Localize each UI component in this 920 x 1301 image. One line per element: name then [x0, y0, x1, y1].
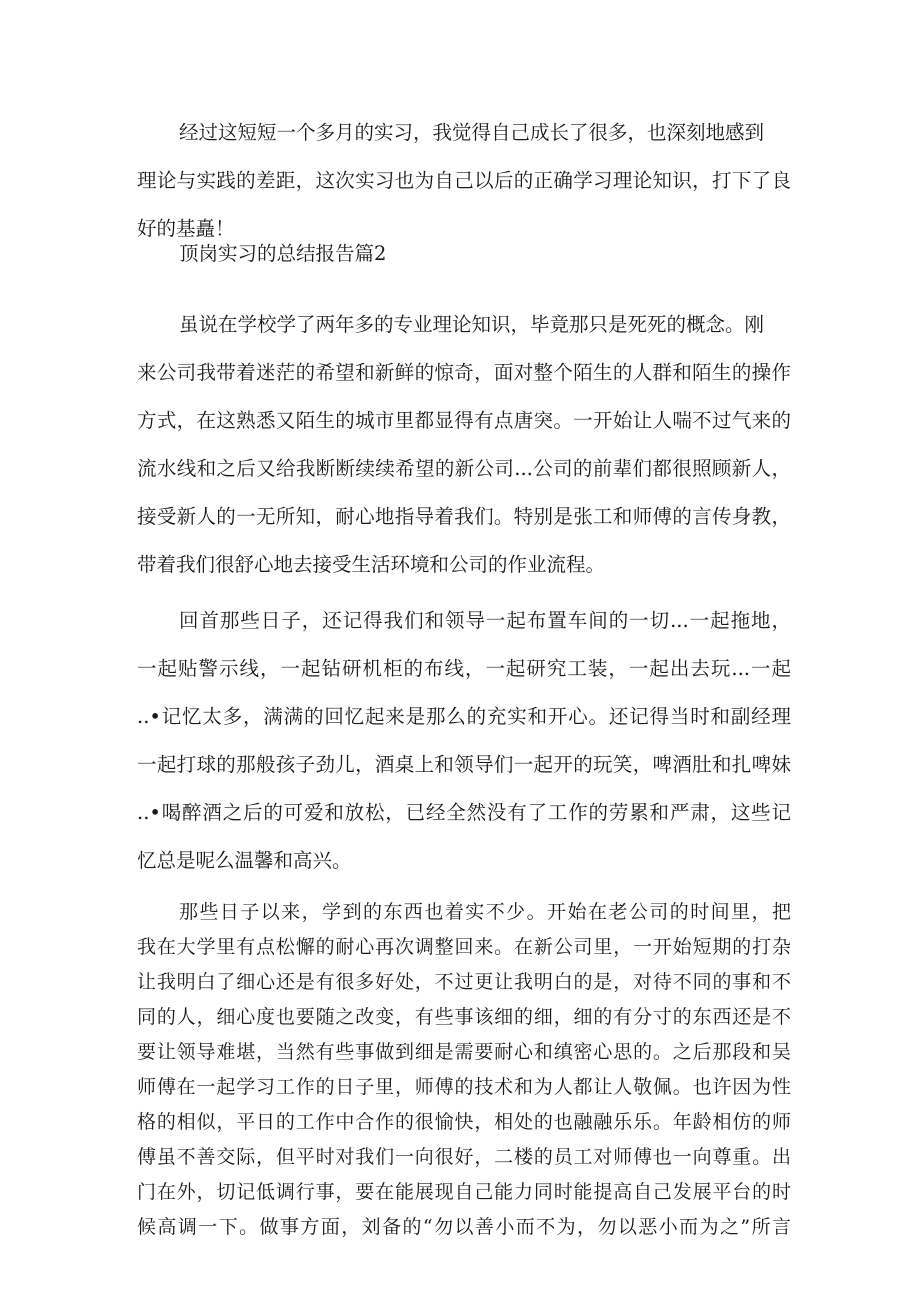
text-line: 候高调一下。做事方面，刘备的“勿以善小而不为，勿以恶小而为之”所言 [137, 1216, 791, 1238]
text-line: 师傅在一起学习工作的日子里，师傅的技术和为人都让人敬佩。也许因为性 [137, 1076, 791, 1098]
text-line: 回首那些日子，还记得我们和领导一起布置车间的一切...一起拖地， [179, 609, 791, 632]
text-line: 那些日子以来，学到的东西也着实不少。开始在老公司的时间里，把 [179, 901, 791, 923]
text-line: 格的相似，平日的工作中合作的很愉快，相处的也融融乐乐。年龄相仿的师 [137, 1111, 791, 1133]
text-line: 好的基矗！ [137, 217, 235, 240]
text-line: ..•喝醉酒之后的可爱和放松，已经全然没有了工作的劳累和严肃，这些记 [137, 801, 791, 824]
text-line: 同的人，细心度也要随之改变，有些事该细的细，细的有分寸的东西还是不 [137, 1006, 791, 1028]
text-line: 接受新人的一无所知，耐心地指导着我们。特别是张工和师傅的言传身教， [137, 505, 791, 528]
text-line: 理论与实践的差距，这次实习也为自己以后的正确学习理论知识，打下了良 [137, 169, 791, 192]
paragraph-2 [137, 301, 791, 589]
text-line: 我在大学里有点松懈的耐心再次调整回来。在新公司里，一开始短期的打杂 [137, 936, 791, 958]
text-line: 让我明白了细心还是有很多好处，不过更让我明白的是，对待不同的事和不 [137, 971, 791, 993]
text-line: 虽说在学校学了两年多的专业理论知识，毕竟那只是死死的概念。刚 [179, 313, 765, 336]
paragraph-3 [137, 597, 791, 885]
text-line: 来公司我带着迷茫的希望和新鲜的惊奇，面对整个陌生的人群和陌生的操作 [137, 361, 791, 384]
text-line: 流水线和之后又给我断断续续希望的新公司...公司的前辈们都很照顾新人， [137, 457, 791, 480]
text-line: 门在外，切记低调行事，要在能展现自己能力同时能提高自己发展平台的时 [137, 1181, 791, 1203]
text-line: 傅虽不善交际，但平时对我们一向很好，二楼的员工对师傅也一向尊重。出 [137, 1146, 791, 1168]
text-line: 方式，在这熟悉又陌生的城市里都显得有点唐突。一开始让人喘不过气来的 [137, 409, 791, 432]
text-line: 一起打球的那般孩子劲儿，酒桌上和领导们一起开的玩笑，啤酒肚和扎啤妹 [137, 753, 791, 776]
section-heading: 顶岗实习的总结报告篇2 [179, 242, 387, 265]
text-line: 要让领导难堪，当然有些事做到细是需要耐心和缜密心思的。之后那段和吴 [137, 1041, 791, 1063]
text-line: 忆总是呢么温馨和高兴。 [137, 849, 352, 872]
text-line: ..•记忆太多，满满的回忆起来是那么的充实和开心。还记得当时和副经理 [137, 705, 791, 728]
paragraph-4 [137, 895, 791, 1245]
text-line: 带着我们很舒心地去接受生活环境和公司的作业流程。 [137, 553, 606, 576]
text-line: 经过这短短一个多月的实习，我觉得自己成长了很多，也深刻地感到 [179, 121, 765, 144]
text-line: 一起贴警示线，一起钻研机柜的布线，一起研究工装，一起出去玩...一起 [137, 657, 791, 680]
